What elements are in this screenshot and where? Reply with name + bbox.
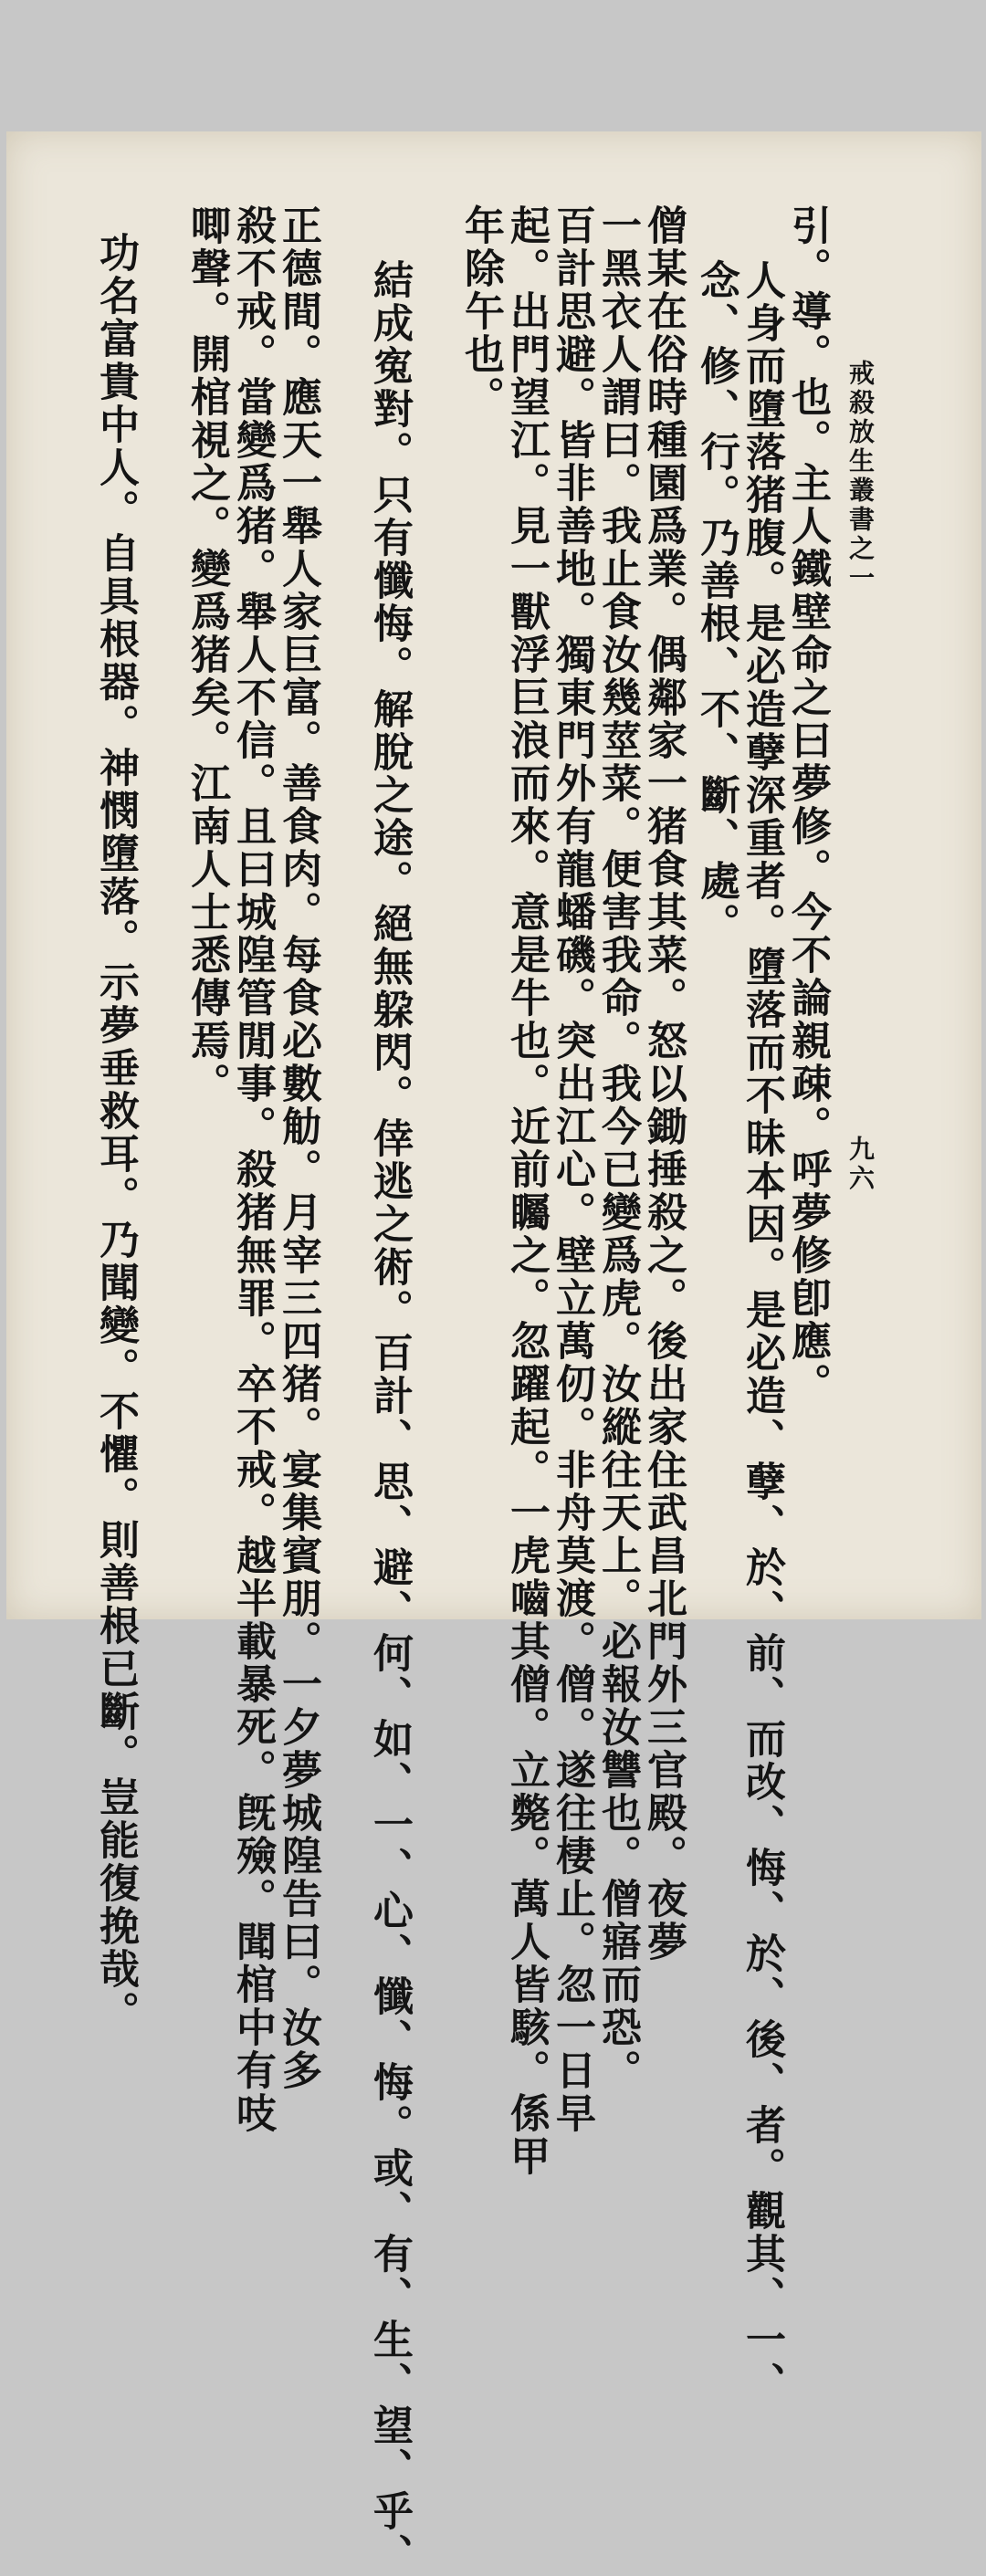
text-column-7: 起。出門望江。見一獸浮巨浪而來。意是牛也。近前矚之。忽躍起。一虎嚙其僧。立斃。萬人皆駭。係甲	[503, 204, 550, 2178]
text-column-5: 一黑衣人謂曰。我止食汝幾莖菜。便害我命。我今已變爲虎。汝縱往天上。必報汝讐也。僧寤而恐。	[594, 204, 641, 2092]
text-column-11: 殺不戒。當變爲猪。舉人不信。且曰城隍管閒事。殺猪無罪。卒不戒。越半載暴死。旣殮。聞棺中有吱	[229, 204, 276, 2135]
text-column-6: 百計思避。皆非善地。獨東門外有龍蟠磯。突出江心。壁立萬仞。非舟莫渡。僧。遂往棲止。忽一日早	[549, 204, 595, 2135]
text-column-8: 年除午也。	[457, 204, 504, 419]
text-column-4: 僧某在俗時種園爲業。偶鄰家一猪食其菜。怒以鋤捶殺之。後出家住武昌北門外三官殿。夜夢	[640, 204, 687, 1963]
text-column-12: 唧聲。開棺視之。變爲猪矣。江南人士悉傳焉。	[184, 204, 230, 1105]
running-title: 戒殺放生叢書之一	[845, 360, 876, 593]
text-column-2: 人身而墮落猪腹。是必造孽深重者。墮落而不昧本因。是必造、孽、於、前、而改、悔、於、後、者。觀其、一、	[739, 259, 785, 2404]
page-number: 九六	[845, 1136, 876, 1194]
text-column-3: 念、修、行。乃善根、不、斷、處。	[693, 259, 740, 946]
text-column-9: 結成寃對。只有懺悔。解脫之途。絕無躱閃。倖逃之術。百計、思、避、何、如、一、心、懺、悔。或、有、生、望、乎、	[366, 259, 413, 2576]
text-column-10: 正德間。應天一舉人家巨富。善食肉。每食必數觔。月宰三四猪。宴集賓朋。一夕夢城隍告曰。汝多	[275, 204, 321, 2092]
text-column-13: 功名富貴中人。自具根器。神憫墮落。示夢垂救耳。乃聞變。不懼。則善根已斷。豈能復挽哉。	[92, 232, 139, 2034]
text-column-1: 引。導。也。主人鐵壁命之曰夢修。今不論親疎。呼夢修卽應。	[784, 204, 831, 1406]
book-page	[6, 131, 981, 2576]
